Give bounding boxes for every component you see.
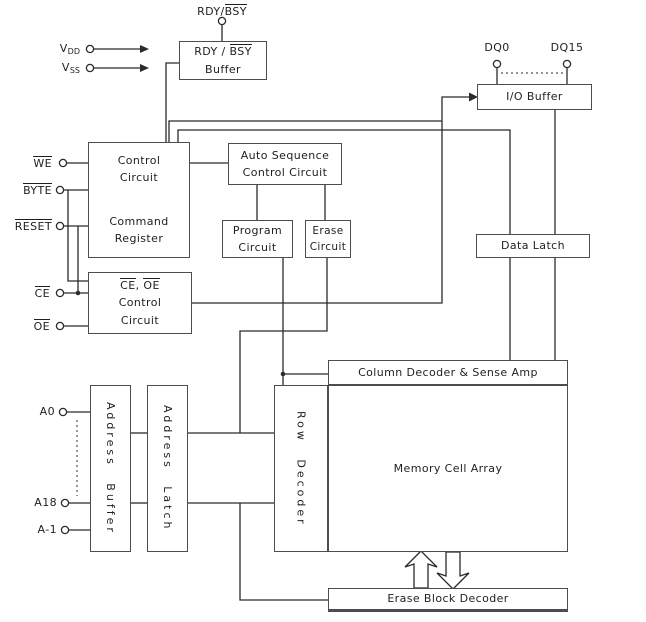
address-buffer-label: Address Buffer (104, 402, 118, 535)
command-register-label1: Command (109, 215, 169, 228)
block-rdy-bsy-buffer (179, 41, 267, 80)
address-latch-label: Address Latch (161, 405, 175, 532)
pin-label-a-1 (15, 524, 57, 536)
pin-label-byte (8, 183, 52, 197)
bus-double-arrow-icon (405, 551, 469, 589)
rdy-bsy-buffer-label-over: BSY (229, 45, 252, 59)
command-register-label2: Register (114, 232, 164, 246)
pin-label-ce (10, 286, 50, 300)
erase-circuit-label2: Circuit (309, 241, 347, 253)
program-circuit-label1: Program (232, 223, 283, 237)
pin-label-we (10, 156, 52, 170)
column-decoder-label: Column Decoder & Sense Amp (358, 365, 538, 379)
block-address-buffer (90, 385, 131, 552)
erase-block-decoder-label: Erase Block Decoder (387, 592, 509, 606)
vss-base: V (61, 61, 70, 74)
dq15-text: DQ15 (550, 41, 584, 54)
reset-text: RESET (14, 220, 52, 233)
memory-cell-array-label: Memory Cell Array (393, 461, 503, 475)
data-latch-label: Data Latch (501, 239, 565, 253)
block-ce-oe-control (88, 272, 192, 334)
rdy-bsy-buffer-label2: Buffer (205, 62, 241, 76)
pin-label-vss (30, 62, 80, 76)
rdy-bsy-buffer-label-pre: RDY / (194, 45, 230, 59)
ce-oe-label-sep: , (135, 279, 144, 293)
ce-oe-label-ce: CE (120, 279, 136, 293)
pin-label-dq0 (475, 42, 519, 54)
oe-text: OE (33, 320, 50, 333)
ce-oe-label3: Circuit (120, 313, 160, 327)
block-program-circuit (222, 220, 293, 258)
vdd-base: V (59, 42, 68, 55)
rdy-bsy-pre: RDY/ (197, 5, 225, 18)
block-data-latch (476, 234, 590, 258)
control-circuit-label2: Circuit (119, 171, 159, 185)
auto-sequence-label2: Control Circuit (242, 166, 328, 179)
block-erase-circuit (305, 220, 351, 258)
vdd-sub: DD (67, 47, 80, 56)
block-erase-block-decoder (328, 588, 568, 612)
pin-label-oe (10, 319, 50, 333)
control-circuit-label1: Control (117, 154, 161, 167)
a-1-text: A-1 (37, 523, 57, 536)
ce-oe-label2: Control (118, 296, 162, 310)
program-circuit-label2: Circuit (238, 241, 277, 254)
ce-oe-label-oe: OE (143, 279, 160, 293)
erase-circuit-label1: Erase (312, 224, 344, 237)
pin-label-dq15 (545, 42, 589, 54)
pin-label-rdy-bsy (186, 4, 258, 18)
block-address-latch (147, 385, 188, 552)
a0-text: A0 (39, 405, 55, 418)
byte-text: BYTE (23, 184, 52, 197)
block-memory-cell-array (328, 385, 568, 552)
we-text: WE (33, 157, 52, 170)
pin-label-a0 (15, 406, 55, 418)
pin-label-a18 (15, 497, 57, 509)
a18-text: A18 (34, 496, 57, 509)
block-row-decoder (274, 385, 328, 552)
pin-label-vdd (30, 43, 80, 57)
row-decoder-label: Row Decoder (294, 410, 308, 527)
dq0-text: DQ0 (484, 41, 510, 54)
rdy-bsy-over: BSY (224, 5, 247, 18)
block-auto-sequence-control (228, 143, 342, 185)
io-buffer-label: I/O Buffer (506, 90, 563, 104)
block-column-decoder-sense-amp (328, 360, 568, 385)
block-control-circuit (88, 142, 190, 258)
block-io-buffer (477, 84, 592, 110)
auto-sequence-label1: Auto Sequence (240, 148, 330, 162)
vss-sub: SS (69, 66, 80, 75)
pin-label-reset (2, 219, 52, 233)
ce-text: CE (34, 287, 50, 300)
